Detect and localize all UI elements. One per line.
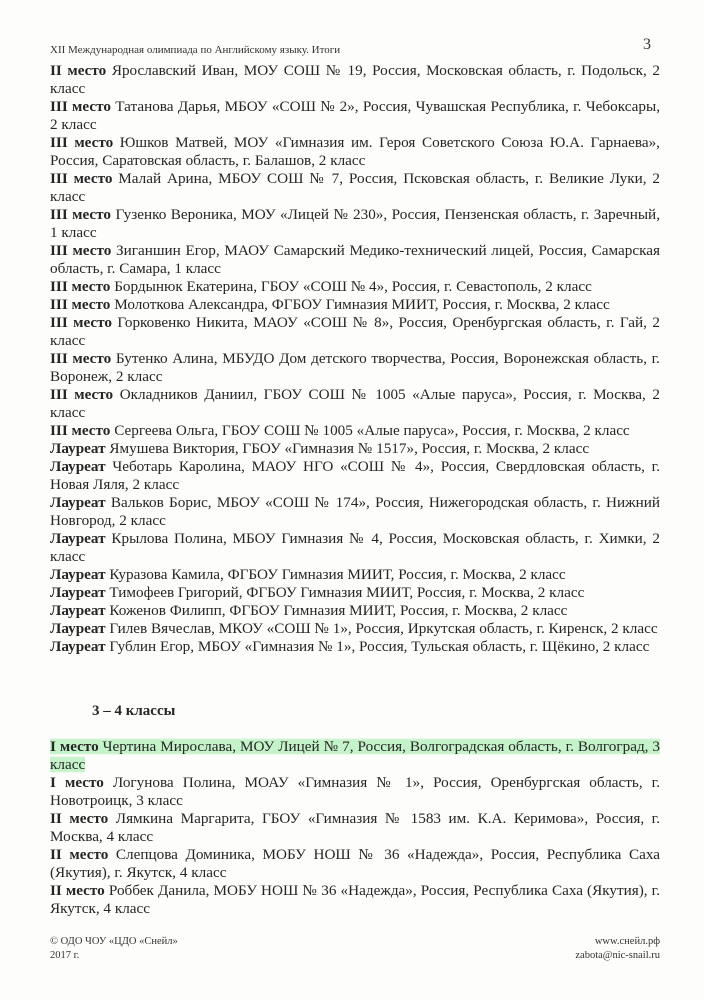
entry-details: Малай Арина, МБОУ СОШ № 7, Россия, Псковская область, г. Великие Луки, 2 класс <box>50 170 660 205</box>
entry-place: Лауреат <box>50 620 106 637</box>
footer-year: 2017 г. <box>50 950 80 961</box>
entry-details: Роббек Данила, МОБУ НОШ № 36 «Надежда», Россия, Республика Саха (Якутия), г. Якутск, 4 класс <box>50 882 660 917</box>
entry-place: III место <box>50 98 111 115</box>
results-list-grade-3-4 <box>50 738 660 918</box>
entry-details: Бутенко Алина, МБУДО Дом детского творчества, Россия, Воронежская область, г. Воронеж, 2 класс <box>50 350 660 385</box>
result-entry <box>50 422 660 440</box>
result-entry <box>50 350 660 386</box>
entry-place: Лауреат <box>50 530 106 547</box>
entry-place: III место <box>50 296 111 313</box>
result-entry <box>50 882 660 918</box>
entry-details: Тимофеев Григорий, ФГБОУ Гимназия МИИТ, Россия, г. Москва, 2 класс <box>105 584 585 601</box>
entry-details: Гузенко Вероника, МОУ «Лицей № 230», Россия, Пензенская область, г. Заречный, 1 класс <box>50 206 660 241</box>
entry-details: Молоткова Александра, ФГБОУ Гимназия МИИТ, Россия, г. Москва, 2 класс <box>110 296 610 313</box>
result-entry <box>50 296 660 314</box>
result-entry <box>50 386 660 422</box>
entry-place: III место <box>50 170 113 187</box>
entry-details: Слепцова Доминика, МОБУ НОШ № 36 «Надежда», Россия, Республика Саха (Якутия), г. Якутск, 4 класс <box>50 846 660 881</box>
entry-place: Лауреат <box>50 494 106 511</box>
entry-details: Окладников Даниил, ГБОУ СОШ № 1005 «Алые паруса», Россия, г. Москва, 2 класс <box>50 386 660 421</box>
result-entry <box>50 566 660 584</box>
entry-place: Лауреат <box>50 440 106 457</box>
entry-place: Лауреат <box>50 638 106 655</box>
result-entry <box>50 530 660 566</box>
result-entry <box>50 170 660 206</box>
entry-place: Лауреат <box>50 566 106 583</box>
footer-email-link[interactable]: zabota@nic-snail.ru <box>575 950 660 961</box>
entry-place: Лауреат <box>50 602 106 619</box>
entry-details: Логунова Полина, МОАУ «Гимназия № 1», Россия, Оренбургская область, г. Новотроицк, 3 класс <box>50 774 660 809</box>
section-title: 3 – 4 классы <box>92 703 176 719</box>
result-entry <box>50 242 660 278</box>
entry-details: Татанова Дарья, МБОУ «СОШ № 2», Россия, Чувашская Республика, г. Чебоксары, 2 класс <box>50 98 660 133</box>
page-number: 3 <box>643 36 651 53</box>
entry-details: Вальков Борис, МБОУ «СОШ № 174», Россия, Нижегородская область, г. Нижний Новгород, 2 класс <box>50 494 660 529</box>
result-entry <box>50 584 660 602</box>
header-title: XII Международная олимпиада по Английскому языку. Итоги <box>50 44 341 56</box>
entry-details: Коженов Филипп, ФГБОУ Гимназия МИИТ, Россия, г. Москва, 2 класс <box>105 602 568 619</box>
entry-details: Ямушева Виктория, ГБОУ «Гимназия № 1517», Россия, г. Москва, 2 класс <box>105 440 590 457</box>
result-entry <box>50 774 660 810</box>
entry-place: III место <box>50 278 111 295</box>
entry-place: III место <box>50 206 112 223</box>
result-entry <box>50 810 660 846</box>
result-entry <box>50 602 660 620</box>
entry-details: Ярославский Иван, МОУ СОШ № 19, Россия, Московская область, г. Подольск, 2 класс <box>50 62 660 97</box>
entry-details: Гублин Егор, МБОУ «Гимназия № 1», Россия, Тульская область, г. Щёкино, 2 класс <box>105 638 650 655</box>
entry-place: III место <box>50 350 112 367</box>
result-entry <box>50 206 660 242</box>
footer-organization: © ОДО ЧОУ «ЦДО «Снейл» <box>50 936 178 947</box>
entry-place: III место <box>50 134 114 151</box>
result-entry <box>50 278 660 296</box>
entry-place: III место <box>50 422 111 439</box>
entry-details: Чертина Мирослава, МОУ Лицей № 7, Россия, Волгоградская область, г. Волгоград, 3 класс <box>50 738 660 773</box>
entry-details: Юшков Матвей, МОУ «Гимназия им. Героя Советского Союза Ю.А. Гарнаева», Россия, Саратовская область, г. Балашов, 2 класс <box>50 134 660 169</box>
entry-details: Зиганшин Егор, МАОУ Самарский Медико-технический лицей, Россия, Самарская область, г. Самара, 1 класс <box>50 242 660 277</box>
footer-left <box>50 935 178 963</box>
entry-place: II место <box>50 882 105 899</box>
entry-details: Сергеева Ольга, ГБОУ СОШ № 1005 «Алые паруса», Россия, г. Москва, 2 класс <box>110 422 630 439</box>
entry-place: II место <box>50 846 109 863</box>
result-entry <box>50 458 660 494</box>
entry-place: III место <box>50 314 113 331</box>
entry-place: II место <box>50 62 107 79</box>
result-entry <box>50 846 660 882</box>
entry-place: I место <box>50 738 99 755</box>
entry-place: III место <box>50 242 112 259</box>
entry-details: Крылова Полина, МБОУ Гимназия № 4, Россия, Московская область, г. Химки, 2 класс <box>50 530 660 565</box>
entry-place: I место <box>50 774 104 791</box>
result-entry <box>50 738 660 774</box>
result-entry <box>50 134 660 170</box>
result-entry <box>50 314 660 350</box>
result-entry <box>50 98 660 134</box>
entry-details: Чеботарь Каролина, МАОУ НГО «СОШ № 4», Россия, Свердловская область, г. Новая Ляля, 2 класс <box>50 458 660 493</box>
highlighted-entry-marker <box>50 738 660 773</box>
entry-details: Гилев Вячеслав, МКОУ «СОШ № 1», Россия, Иркутская область, г. Киренск, 2 класс <box>105 620 658 637</box>
footer-right <box>560 935 660 963</box>
footer-website-link[interactable]: www.снейл.рф <box>594 936 660 947</box>
entry-details: Горковенко Никита, МАОУ «СОШ № 8», Россия, Оренбургская область, г. Гай, 2 класс <box>50 314 660 349</box>
result-entry <box>50 638 660 656</box>
entry-place: Лауреат <box>50 584 106 601</box>
result-entry <box>50 494 660 530</box>
result-entry <box>50 440 660 458</box>
entry-details: Куразова Камила, ФГБОУ Гимназия МИИТ, Россия, г. Москва, 2 класс <box>105 566 566 583</box>
entry-details: Бордынюк Екатерина, ГБОУ «СОШ № 4», Россия, г. Севастополь, 2 класс <box>110 278 592 295</box>
result-entry <box>50 620 660 638</box>
entry-place: Лауреат <box>50 458 106 475</box>
entry-place: III место <box>50 386 114 403</box>
results-list-grade-1-2 <box>50 62 660 656</box>
result-entry <box>50 62 660 98</box>
entry-place: II место <box>50 810 109 827</box>
entry-details: Лямкина Маргарита, ГБОУ «Гимназия № 1583 им. К.А. Керимова», Россия, г. Москва, 4 класс <box>50 810 660 845</box>
